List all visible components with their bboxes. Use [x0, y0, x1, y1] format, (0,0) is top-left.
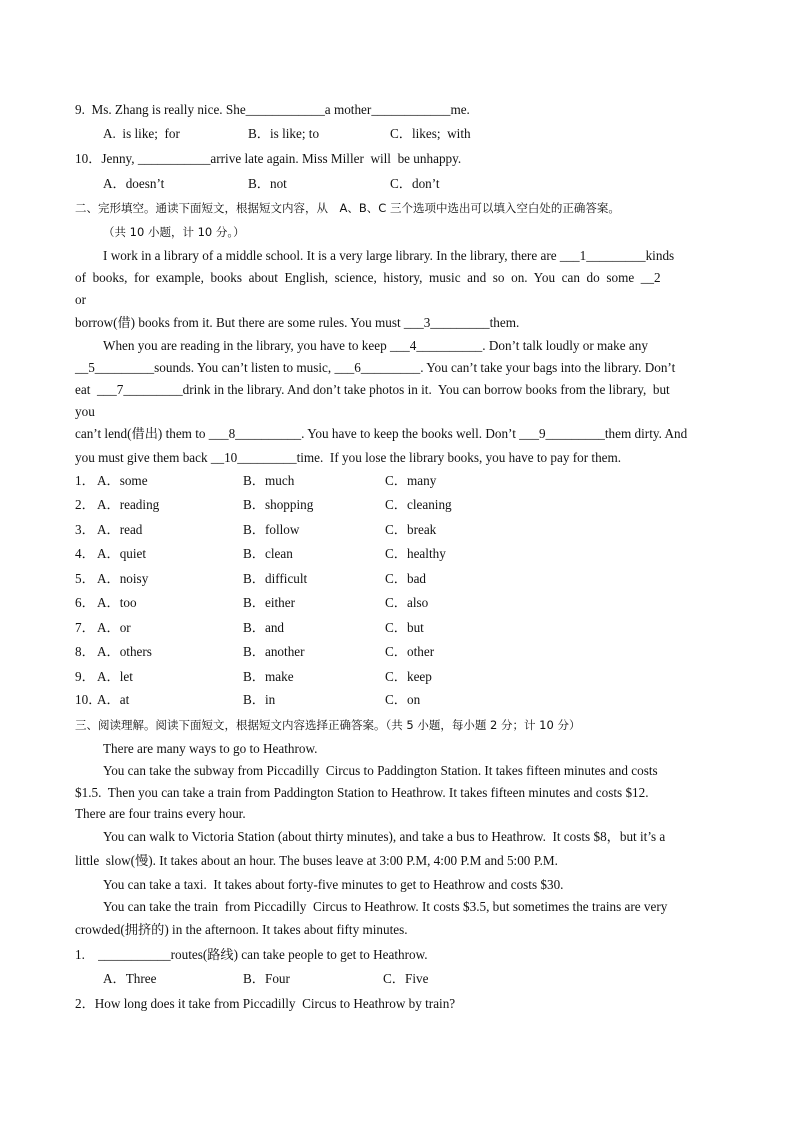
question-number: 4．	[75, 546, 95, 561]
question-number: 8．	[75, 644, 95, 659]
q10-option-b[interactable]: B．not	[248, 176, 287, 191]
option-a[interactable]: A．or	[97, 620, 131, 635]
option-c[interactable]: C．keep	[385, 669, 432, 684]
option-a[interactable]: A．read	[97, 522, 143, 537]
option-b[interactable]: B．either	[243, 595, 296, 610]
reading-passage-line: You can take the subway from Piccadilly Circus to Paddington Station. It takes fifteen minutes and costs	[103, 763, 658, 778]
option-b[interactable]: B．follow	[243, 522, 300, 537]
answer-blank[interactable]: ___________	[98, 947, 171, 962]
option-a[interactable]: A．some	[97, 473, 148, 488]
option-b[interactable]: B．another	[243, 644, 305, 659]
q10-option-c[interactable]: C．don’t	[390, 176, 440, 191]
reading-passage-line: You can take the train from Piccadilly Circus to Heathrow. It costs $3.5, but sometimes the trains are very	[103, 899, 668, 914]
reading-passage-line: There are four trains every hour.	[75, 806, 246, 821]
cloze-passage-line: can’t lend(借出) them to ___8__________. You have to keep the books well. Don’t ___9_________them dirty. And	[75, 426, 688, 441]
reading-question-2-stem: 2．How long does it take from Piccadilly Circus to Heathrow by train?	[75, 996, 456, 1011]
answer-blank[interactable]: ____________	[245, 102, 325, 117]
cloze-passage-line: I work in a library of a middle school. It is a very large library. In the library, there are ___1_________kinds	[103, 248, 675, 263]
section-3-heading: 三、阅读理解。阅读下面短文，根据短文内容选择正确答案。（共 5 小题，每小题 2 分；计 10 分）	[75, 718, 581, 732]
cloze-passage-line: eat ___7_________drink in the library. And don’t take photos in it. You can borrow books from the library, but	[75, 382, 670, 397]
answer-blank[interactable]: ___________	[137, 151, 211, 166]
reading-passage-line: There are many ways to go to Heathrow.	[103, 741, 318, 756]
answer-blank[interactable]: ____________	[371, 102, 451, 117]
option-c[interactable]: C．other	[385, 644, 435, 659]
section-2-subheading: （共 10 小题，计 10 分。）	[103, 225, 245, 239]
option-a[interactable]: A．others	[97, 644, 152, 659]
option-c[interactable]: C．healthy	[385, 546, 446, 561]
option-a[interactable]: A．reading	[97, 497, 160, 512]
reading-passage-line: $1.5. Then you can take a train from Paddington Station to Heathrow. It takes fifteen minutes and costs $12.	[75, 785, 649, 800]
option-c[interactable]: C．many	[385, 473, 437, 488]
option-b[interactable]: B．shopping	[243, 497, 314, 512]
section-2-heading: 二、完形填空。通读下面短文，根据短文内容，从 A、B、C 三个选项中选出可以填入空白处的正确答案。	[75, 201, 620, 215]
cloze-passage-line: you must give them back __10_________time. If you lose the library books, you have to pay for them.	[75, 450, 622, 465]
option-c[interactable]: C．but	[385, 620, 424, 635]
question-number: 6．	[75, 595, 95, 610]
question-9-stem: 9. Ms. Zhang is really nice. She____________a mother____________me.	[75, 102, 470, 117]
cloze-passage-line: of books, for example, books about English, science, history, music and so on. You can do some __2	[75, 270, 661, 285]
question-number: 7．	[75, 620, 95, 635]
q9-option-c[interactable]: C．likes; with	[390, 126, 471, 141]
question-number: 2．	[75, 497, 95, 512]
question-number: 10．	[75, 692, 102, 707]
option-b[interactable]: B．clean	[243, 546, 293, 561]
reading-q1-option-a[interactable]: A．Three	[103, 971, 157, 986]
option-b[interactable]: B．in	[243, 692, 276, 707]
reading-passage-line: little slow(慢). It takes about an hour. The buses leave at 3:00 P.M, 4:00 P.M and 5:00 P.M.	[75, 853, 558, 868]
option-a[interactable]: A．too	[97, 595, 137, 610]
reading-passage-line: You can walk to Victoria Station (about thirty minutes), and take a bus to Heathrow. It costs $8，but it’s a	[103, 829, 666, 844]
option-b[interactable]: B．difficult	[243, 571, 308, 586]
reading-question-1-stem: 1. ___________routes(路线) can take people to get to Heathrow.	[75, 947, 428, 962]
option-b[interactable]: B．make	[243, 669, 294, 684]
option-c[interactable]: C．cleaning	[385, 497, 452, 512]
question-number: 3．	[75, 522, 95, 537]
reading-q1-option-b[interactable]: B．Four	[243, 971, 290, 986]
cloze-passage-line: When you are reading in the library, you have to keep ___4__________. Don’t talk loudly or make any	[103, 338, 648, 353]
reading-passage-line: You can take a taxi. It takes about forty-five minutes to get to Heathrow and costs $30.	[103, 877, 564, 892]
option-c[interactable]: C．also	[385, 595, 429, 610]
question-10-stem: 10．Jenny, ___________arrive late again. Miss Miller will be unhappy.	[75, 151, 462, 166]
question-number: 9．	[75, 669, 95, 684]
question-number: 5．	[75, 571, 95, 586]
q10-option-a[interactable]: A．doesn’t	[103, 176, 165, 191]
cloze-passage-line: you	[75, 404, 95, 419]
option-a[interactable]: A．at	[97, 692, 130, 707]
option-a[interactable]: A．let	[97, 669, 133, 684]
q9-option-b[interactable]: B．is like; to	[248, 126, 320, 141]
reading-q1-option-c[interactable]: C．Five	[383, 971, 429, 986]
reading-passage-line: crowded(拥挤的) in the afternoon. It takes about fifty minutes.	[75, 922, 408, 937]
question-number: 1．	[75, 473, 95, 488]
option-c[interactable]: C．bad	[385, 571, 427, 586]
option-a[interactable]: A．noisy	[97, 571, 149, 586]
cloze-passage-line: __5_________sounds. You can’t listen to music, ___6_________. You can’t take your bags into the library. Don’t	[75, 360, 676, 375]
option-b[interactable]: B．and	[243, 620, 285, 635]
option-a[interactable]: A．quiet	[97, 546, 147, 561]
option-c[interactable]: C．break	[385, 522, 437, 537]
cloze-passage-line: or	[75, 292, 86, 307]
q9-option-a[interactable]: A. is like; for	[103, 126, 180, 141]
cloze-passage-line: borrow(借) books from it. But there are some rules. You must ___3_________them.	[75, 315, 520, 330]
option-c[interactable]: C．on	[385, 692, 421, 707]
option-b[interactable]: B．much	[243, 473, 295, 488]
